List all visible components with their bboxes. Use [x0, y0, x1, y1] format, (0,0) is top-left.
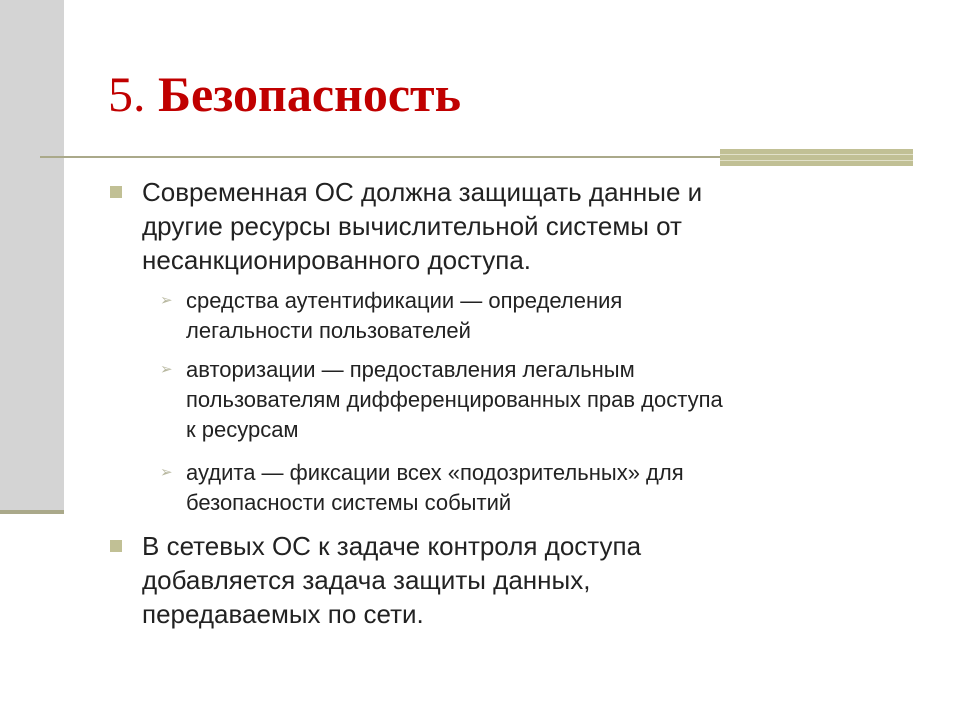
- text-line: безопасности системы событий: [186, 490, 512, 515]
- sub-bullet-text: [186, 458, 906, 518]
- sub-bullet-text: [186, 355, 906, 445]
- text-line: добавляется задача защиты данных,: [142, 565, 591, 595]
- text-line: В сетевых ОС к задаче контроля доступа: [142, 531, 642, 561]
- sidebar-decoration: [0, 0, 64, 510]
- bullet-text: [142, 175, 902, 277]
- title-text: Безопасность: [158, 66, 462, 122]
- text-line: передаваемых по сети.: [142, 599, 424, 629]
- arrow-bullet-icon: ➢: [160, 464, 173, 481]
- sidebar-underline: [0, 510, 64, 514]
- text-line: авторизации — предоставления легальным: [186, 357, 635, 382]
- text-line: Современная ОС должна защищать данные и: [142, 177, 703, 207]
- text-line: пользователям дифференцированных прав доступа: [186, 387, 723, 412]
- sub-bullet-text: [186, 286, 906, 346]
- arrow-bullet-icon: ➢: [160, 361, 173, 378]
- text-line: несанкционированного доступа.: [142, 245, 532, 275]
- slide-title: [108, 62, 461, 126]
- text-line: другие ресурсы вычислительной системы от: [142, 211, 682, 241]
- square-bullet-icon: [110, 540, 122, 552]
- bullet-text: [142, 529, 902, 631]
- square-bullet-icon: [110, 186, 122, 198]
- text-line: аудита — фиксации всех «подозрительных» для: [186, 460, 684, 485]
- title-rule-accent: [720, 149, 913, 166]
- text-line: легальности пользователей: [186, 318, 471, 343]
- title-number: 5.: [108, 66, 146, 122]
- text-line: средства аутентификации — определения: [186, 288, 623, 313]
- text-line: к ресурсам: [186, 417, 299, 442]
- arrow-bullet-icon: ➢: [160, 292, 173, 309]
